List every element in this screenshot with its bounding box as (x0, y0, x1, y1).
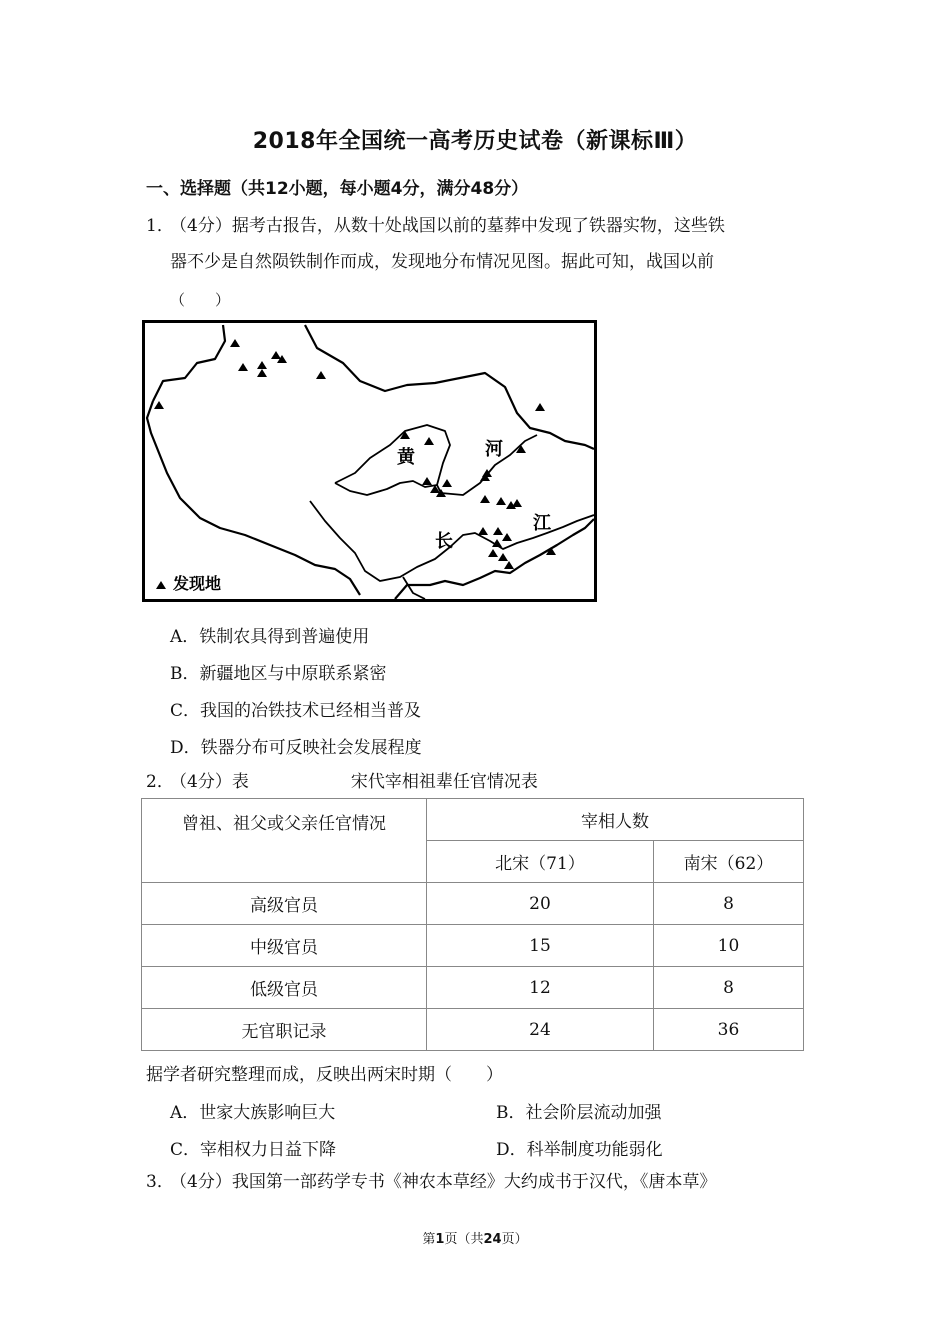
table-row (142, 967, 804, 1009)
option-2c: C．宰相权力日益下降 (170, 1140, 337, 1160)
table-header-count: 宰相人数 (427, 799, 804, 841)
question-number: 3． (146, 1172, 174, 1192)
page-title: 2018年全国统一高考历史试卷（新课标Ⅲ） (252, 129, 698, 154)
option-1a: A．铁制农具得到普遍使用 (170, 627, 370, 647)
table-cell: 8 (654, 967, 804, 1009)
table-cell: 10 (654, 925, 804, 967)
question-text-line: （4分）我国第一部药学专书《神农本草经》大约成书于汉代，《唐本草》 (170, 1172, 717, 1192)
footer-text: 第 (422, 1232, 436, 1247)
table-row (142, 925, 804, 967)
table-cell: 24 (427, 1009, 654, 1051)
footer-text: 页） (501, 1232, 528, 1247)
question-number: 1． (146, 216, 174, 236)
section-heading: 一、选择题（共12小题，每小题4分，满分48分） (146, 179, 529, 199)
table-cell: 12 (427, 967, 654, 1009)
option-1c: C．我国的冶铁技术已经相当普及 (170, 701, 422, 721)
map-figure (145, 323, 594, 599)
table-cell: 8 (654, 883, 804, 925)
map-label-he: 河 (485, 439, 503, 460)
option-2b: B．社会阶层流动加强 (496, 1103, 662, 1123)
legend-marker-icon (156, 581, 166, 589)
chancellor-ancestry-table (141, 798, 804, 1051)
footer-text: 页（共 (444, 1232, 484, 1247)
table-cell: 36 (654, 1009, 804, 1051)
yellow-river (335, 425, 537, 495)
table-cell: 无官职记录 (142, 1009, 427, 1051)
option-1d: D．铁器分布可反映社会发展程度 (170, 738, 422, 758)
northern-border (153, 325, 594, 449)
question-2-stem: 据学者研究整理而成，反映出两宋时期（ ） (146, 1065, 503, 1085)
tributary (403, 577, 425, 599)
iron-finds-map (142, 320, 597, 602)
table-cell: 15 (427, 925, 654, 967)
table-header-ancestry: 曾祖、祖父或父亲任官情况 (142, 799, 427, 883)
table-header-northern-song: 北宋（71） (427, 841, 654, 883)
option-1b: B．新疆地区与中原联系紧密 (170, 664, 387, 684)
table-cell: 高级官员 (142, 883, 427, 925)
footer-total-pages: 24 (483, 1232, 502, 1247)
map-label-chang: 长 (435, 531, 453, 552)
table-cell: 中级官员 (142, 925, 427, 967)
question-text-line: 器不少是自然陨铁制作而成，发现地分布情况见图。据此可知，战国以前 (170, 252, 714, 272)
table-cell: 低级官员 (142, 967, 427, 1009)
map-label-huang: 黄 (397, 447, 415, 468)
table-cell: 20 (427, 883, 654, 925)
question-number: 2． (146, 772, 174, 792)
answer-blank: （ ） (170, 291, 231, 309)
option-2d: D．科举制度功能弱化 (496, 1140, 663, 1160)
question-text-line: （4分）表 宋代宰相祖辈任官情况表 (170, 772, 538, 792)
southern-border (395, 519, 594, 599)
map-label-jiang: 江 (533, 513, 551, 534)
table-row (142, 883, 804, 925)
table-header-southern-song: 南宋（62） (654, 841, 804, 883)
western-border (147, 401, 360, 595)
option-2a: A．世家大族影响巨大 (170, 1103, 336, 1123)
table-row (142, 1009, 804, 1051)
footer-page-number: 1 (435, 1232, 445, 1247)
map-legend-label: 发现地 (173, 574, 222, 593)
question-text-line: （4分）据考古报告，从数十处战国以前的墓葬中发现了铁器实物，这些铁 (170, 216, 725, 236)
page-footer (0, 1228, 950, 1247)
